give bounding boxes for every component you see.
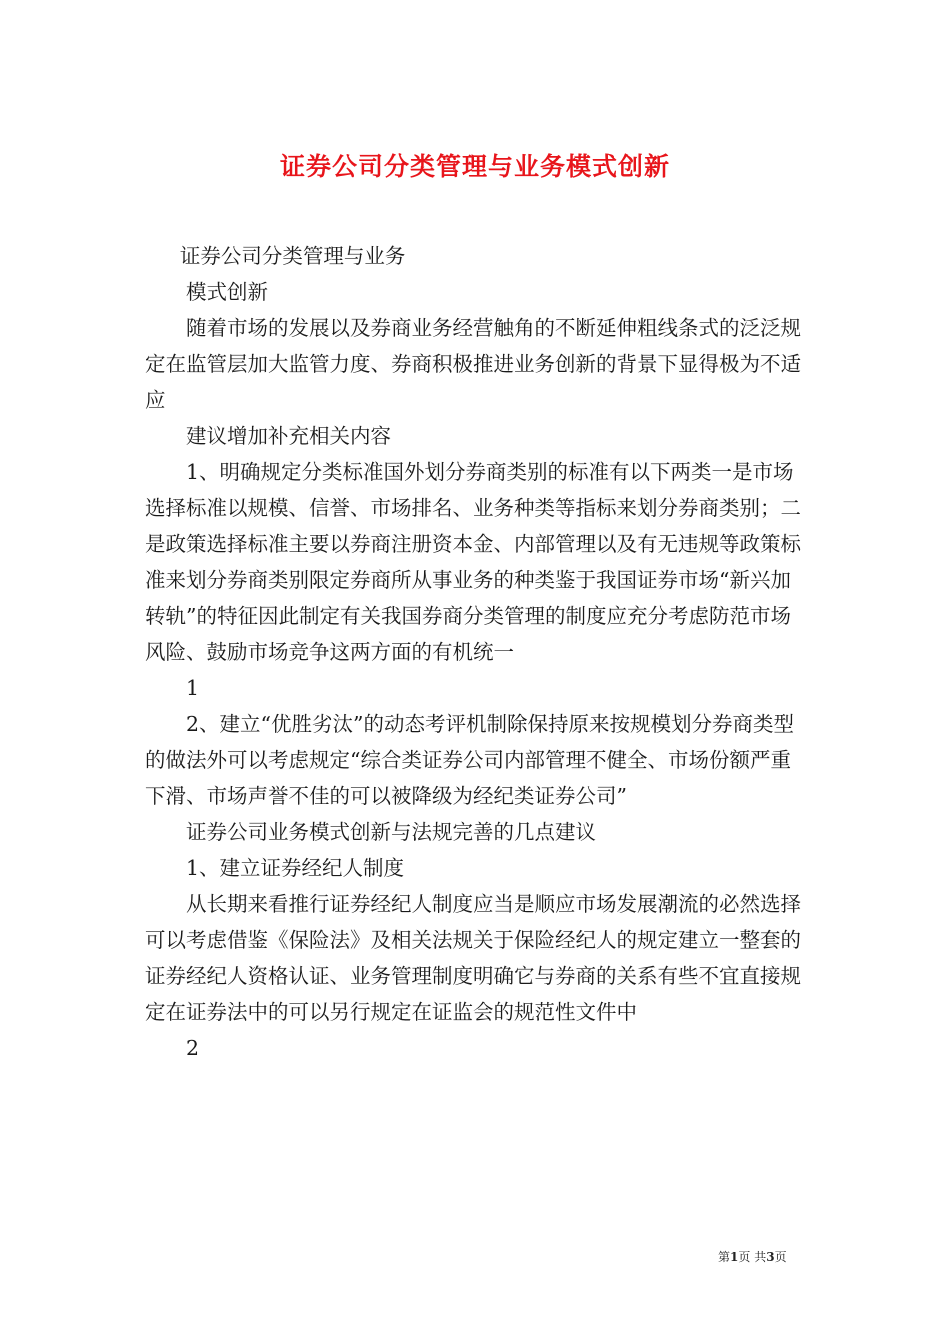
- document-body: [145, 238, 810, 1066]
- paragraph-broker-system: 从长期来看推行证券经纪人制度应当是顺应市场发展潮流的必然选择可以考虑借鉴《保险法》及相关法规关于保险经纪人的规定建立一整套的证券经纪人资格认证、业务管理制度明确它与券商的关系有些不宜直接规定在证券法中的可以另行规定在证监会的规范性文件中: [145, 892, 801, 1024]
- footer-middle: 页 共: [738, 1250, 767, 1264]
- paragraph-section-heading: 证券公司业务模式创新与法规完善的几点建议: [186, 820, 596, 844]
- paragraph-point-1: 1、明确规定分类标准国外划分券商类别的标准有以下两类一是市场选择标准以规模、信誉、市场排名、业务种类等指标来划分券商类别；二是政策选择标准主要以券商注册资本金、内部管理以及有无违规等政策标准来划分券商类别限定券商所从事业务的种类鉴于我国证券市场“新兴加转轨”的特征因此制定有关我国券商分类管理的制度应充分考虑防范市场风险、鼓励市场竞争这两方面的有机统一: [145, 460, 801, 664]
- paragraph-point-2: 2、建立“优胜劣汰”的动态考评机制除保持原来按规模划分券商类型的做法外可以考虑规定“综合类证券公司内部管理不健全、市场份额严重下滑、市场声誉不佳的可以被降级为经纪类证券公司”: [145, 712, 795, 808]
- paragraph-subtitle-line-2: 模式创新: [186, 280, 268, 304]
- footer-prefix: 第: [718, 1250, 731, 1264]
- paragraph-intro: 随着市场的发展以及券商业务经营触角的不断延伸粗线条式的泛泛规定在监管层加大监管力度、券商积极推进业务创新的背景下显得极为不适应: [145, 316, 801, 412]
- footer-suffix: 页: [774, 1250, 787, 1264]
- page-title: 证券公司分类管理与业务模式创新: [279, 151, 670, 181]
- paragraph-subtitle-line-1: 证券公司分类管理与业务: [179, 244, 406, 268]
- paragraph-number-1: 1: [186, 676, 200, 700]
- paragraph-subheading-1: 1、建立证券经纪人制度: [186, 856, 405, 880]
- footer-current-page: 1: [730, 1250, 739, 1264]
- page-footer: [718, 1248, 787, 1265]
- footer-total-pages: 3: [766, 1250, 775, 1264]
- paragraph-suggestion-heading: 建议增加补充相关内容: [186, 424, 391, 448]
- paragraph-number-2: 2: [186, 1036, 200, 1060]
